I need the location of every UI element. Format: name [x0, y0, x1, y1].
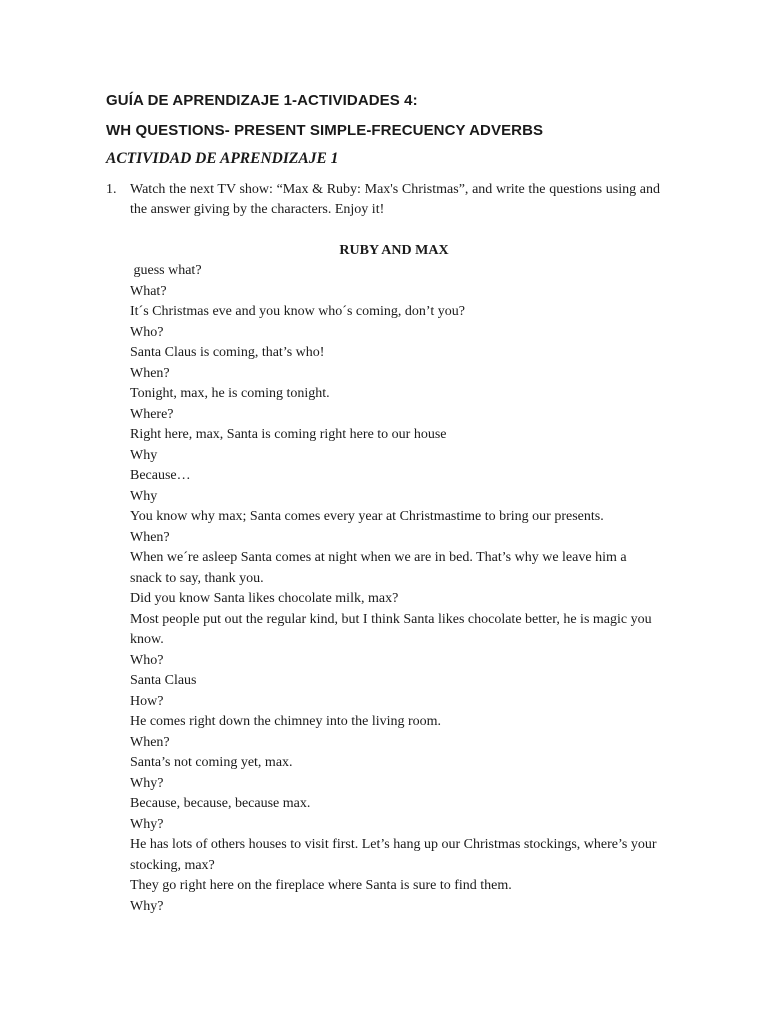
- dialogue-line: Right here, max, Santa is coming right here to our house: [130, 427, 447, 442]
- dialogue-line: Why: [130, 488, 158, 504]
- dialogue-line: Did you know Santa likes chocolate milk, max?: [130, 591, 399, 606]
- dialogue-line: Tonight, max, he is coming tonight.: [130, 386, 330, 401]
- dialogue-line: Who?: [130, 652, 164, 668]
- dialogue-line: Why?: [130, 898, 164, 914]
- dialogue-line: Where?: [130, 406, 174, 422]
- dialogue-line: He comes right down the chimney into the living room.: [130, 714, 442, 729]
- task-number: 1.: [106, 182, 117, 197]
- dialogue-line: Santa Claus is coming, that’s who!: [130, 345, 325, 360]
- dialogue-line: Why: [130, 447, 158, 463]
- dialogue-line: You know why max; Santa comes every year at Christmastime to bring our presents.: [130, 509, 604, 524]
- dialogue-line: Santa Claus: [130, 673, 197, 688]
- dialogue-line: Why?: [130, 816, 164, 832]
- task-instructions: Watch the next TV show: “Max & Ruby: Max's Christmas”, and write the questions using and the answer giving by the characters. Enjoy it!: [130, 182, 660, 217]
- dialogue-line: Most people put out the regular kind, but I think Santa likes chocolate better, he is magic you know.: [130, 611, 656, 647]
- dialogue-line: Because…: [130, 468, 191, 483]
- document-heading-guide: GUÍA DE APRENDIZAJE 1-ACTIVIDADES 4:: [106, 92, 418, 109]
- dialogue-line: They go right here on the fireplace where Santa is sure to find them.: [130, 878, 512, 893]
- dialogue-line: When we´re asleep Santa comes at night when we are in bed. That’s why we leave him a snack to say, thank you.: [130, 550, 631, 586]
- dialogue-line: How?: [130, 693, 164, 709]
- dialogue-line: He has lots of others houses to visit first. Let’s hang up our Christmas stockings, where’s your stocking, max?: [130, 837, 660, 873]
- activity-subheading: ACTIVIDAD DE APRENDIZAJE 1: [106, 150, 339, 167]
- dialogue-line: When?: [130, 529, 170, 545]
- dialogue-title: RUBY AND MAX: [339, 243, 449, 258]
- dialogue-line: Because, because, because max.: [130, 796, 311, 811]
- document-heading-topics: WH QUESTIONS- PRESENT SIMPLE-FRECUENCY ADVERBS: [106, 122, 544, 139]
- dialogue-line: When?: [130, 734, 170, 750]
- dialogue-line: Why?: [130, 775, 164, 791]
- dialogue-line: When?: [130, 365, 170, 381]
- dialogue-line: What?: [130, 283, 167, 299]
- dialogue-line: Who?: [130, 324, 164, 340]
- dialogue-line: Santa’s not coming yet, max.: [130, 755, 293, 770]
- dialogue-list: [130, 261, 660, 917]
- dialogue-line: guess what?: [130, 263, 202, 278]
- dialogue-line: It´s Christmas eve and you know who´s coming, don’t you?: [130, 304, 465, 319]
